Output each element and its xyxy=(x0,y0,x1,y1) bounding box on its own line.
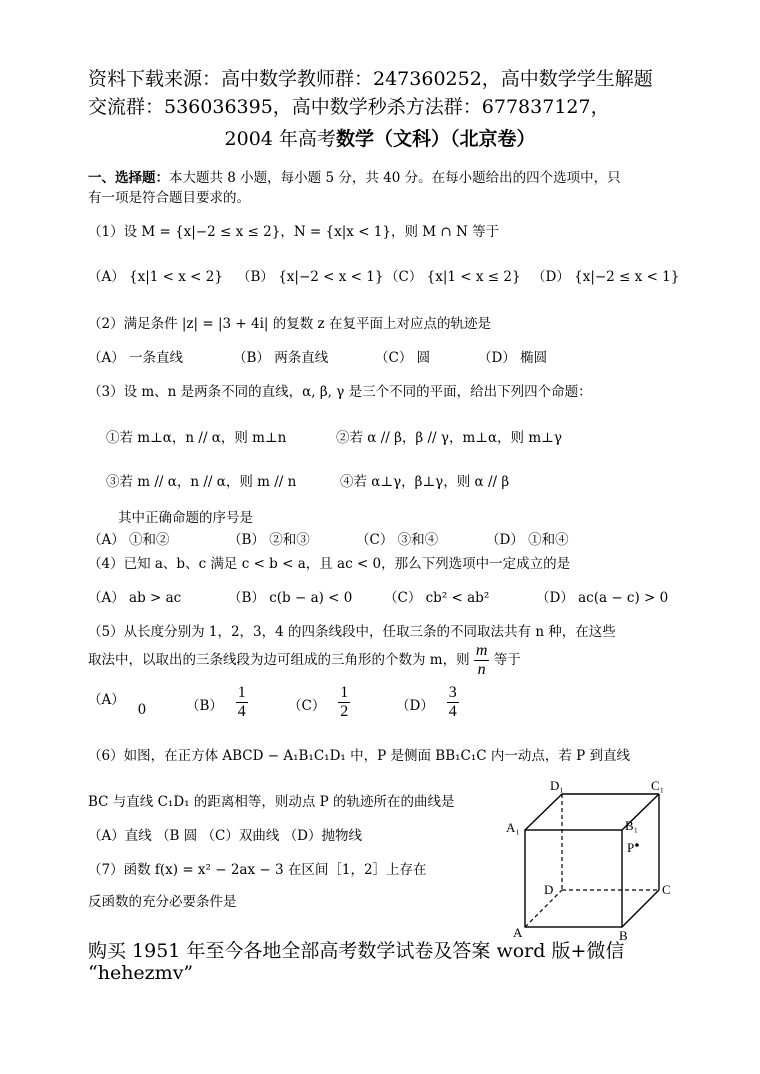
q1-stem: （1）设 M = {x|−2 ≤ x ≤ 2}，N = {x|x < 1}，则 M ∩ N 等于 xyxy=(88,224,500,240)
q5-option-b-fraction xyxy=(236,684,248,721)
label-d1: D₁ xyxy=(550,778,564,793)
q5-option-a-value: 0 xyxy=(137,702,147,718)
q4-option-c: （C） cb² < ab² xyxy=(384,590,490,606)
q5-option-c xyxy=(288,684,350,721)
cube-edge-a1d1 xyxy=(525,794,562,830)
cube-front-face xyxy=(525,830,622,927)
exam-title-subject: 数学（文科）（北京卷） xyxy=(335,128,536,150)
q4-option-a: （A） ab > ac xyxy=(88,590,182,606)
q5-option-c-fraction xyxy=(338,684,350,721)
q3-ask: 其中正确命题的序号是 xyxy=(118,510,253,526)
section-intro-text: 本大题共 8 小题，每小题 5 分，共 40 分。在每小题给出的四个选项中，只 xyxy=(169,170,621,186)
q5-stem-1: （5）从长度分别为 1，2，3，4 的四条线段中，任取三条的不同取法共有 n 种，在这些 xyxy=(88,624,616,640)
label-c1: C₁ xyxy=(651,778,665,793)
q5-option-c-label: （C） xyxy=(288,698,326,714)
q2-option-a: （A） 一条直线 xyxy=(88,350,184,366)
point-p-dot xyxy=(635,843,639,847)
q5-d-num: 3 xyxy=(448,684,457,701)
q5-fraction-m-over-n xyxy=(474,642,490,679)
exam-title xyxy=(0,124,760,151)
q3-proposition-1: ①若 m⊥α，n // α，则 m⊥n xyxy=(106,430,287,446)
q5-frac-num: m xyxy=(475,642,488,659)
q3-option-a: （A） ①和② xyxy=(88,532,170,548)
label-a1: A₁ xyxy=(506,820,520,835)
q2-option-b: （B） 两条直线 xyxy=(233,350,329,366)
label-c: C xyxy=(662,882,671,897)
section-label: 一、选择题： xyxy=(88,170,169,186)
q5-frac-den: n xyxy=(474,660,490,679)
q3-proposition-4: ④若 α⊥γ，β⊥γ，则 α // β xyxy=(340,474,510,490)
q1-option-c: （C） {x|1 < x ≤ 2} xyxy=(385,269,521,285)
label-d: D xyxy=(544,882,554,897)
q5-option-d-fraction xyxy=(447,684,459,721)
q6-stem-2: BC 与直线 C₁D₁ 的距离相等，则动点 P 的轨迹所在的曲线是 xyxy=(88,794,455,810)
q5-option-d-label: （D） xyxy=(396,698,434,714)
q4-option-d: （D） ac(a − c) > 0 xyxy=(536,590,669,606)
q3-option-b: （B） ②和③ xyxy=(228,532,310,548)
q5-option-a xyxy=(88,688,147,718)
label-b1: B₁ xyxy=(625,818,639,833)
q5-option-b-label: （B） xyxy=(186,698,223,714)
q7-stem-1: （7）函数 f(x) = x² − 2ax − 3 在区间［1，2］上存在 xyxy=(88,862,427,878)
q1-option-b: （B） {x|−2 < x < 1} xyxy=(237,269,384,285)
source-line-1: 资料下载来源：高中数学教师群：247360252，高中数学学生解题 xyxy=(88,68,653,90)
exam-title-year: 2004 年高考 xyxy=(224,128,336,150)
q5-d-den: 4 xyxy=(448,703,457,720)
q5-c-den: 2 xyxy=(340,703,349,720)
footer-line-1: 购买 1951 年至今各地全部高考数学试卷及答案 word 版+微信 xyxy=(88,940,625,962)
q6-options: （A）直线 （B 圆 （C）双曲线 （D）抛物线 xyxy=(88,828,362,844)
q6-stem-1: （6）如图，在正方体 ABCD − A₁B₁C₁D₁ 中，P 是侧面 BB₁C₁C 内一动点，若 P 到直线 xyxy=(88,748,631,764)
q3-proposition-3: ③若 m // α，n // α，则 m // n xyxy=(106,474,297,490)
q3-option-c: （C） ③和④ xyxy=(356,532,439,548)
q3-proposition-2: ②若 α // β，β // γ，m⊥α，则 m⊥γ xyxy=(336,430,562,446)
label-p: P xyxy=(627,840,635,855)
section-intro xyxy=(88,166,621,186)
q5-stem-2 xyxy=(88,642,521,679)
q3-option-d: （D） ①和④ xyxy=(486,532,569,548)
q5-option-b xyxy=(186,684,248,721)
label-a: A xyxy=(513,925,523,940)
q4-stem: （4）已知 a、b、c 满足 c < b < a，且 ac < 0，那么下列选项中一定成立的是 xyxy=(88,556,571,572)
label-b: B xyxy=(619,928,628,942)
q7-stem-2: 反函数的充分必要条件是 xyxy=(88,894,237,910)
q2-option-c: （C） 圆 xyxy=(375,350,431,366)
source-line-2: 交流群：536036395，高中数学秒杀方法群：677837127， xyxy=(88,96,610,118)
cube-figure xyxy=(500,772,680,942)
cube-edge-bc xyxy=(622,890,659,927)
q5-stem-2-text: 取法中，以取出的三条线段为边可组成的三角形的个数为 m，则 xyxy=(88,652,470,668)
q5-b-den: 4 xyxy=(237,703,246,720)
q4-option-b: （B） c(b − a) < 0 xyxy=(228,590,353,606)
q3-stem: （3）设 m、n 是两条不同的直线，α, β, γ 是三个不同的平面，给出下列四个命题： xyxy=(88,384,592,400)
q5-stem-2-end: 等于 xyxy=(493,652,521,668)
q5-option-d xyxy=(396,684,459,721)
q5-option-a-label: （A） xyxy=(88,692,125,708)
q1-option-a: （A） {x|1 < x < 2} xyxy=(88,269,223,285)
q1-option-d: （D） {x|−2 ≤ x < 1} xyxy=(532,269,680,285)
footer-line-2: “hehezmv” xyxy=(88,962,194,984)
q2-stem: （2）满足条件 |z| = |3 + 4i| 的复数 z 在复平面上对应点的轨迹是 xyxy=(88,316,491,332)
section-intro-2: 有一项是符合题目要求的。 xyxy=(88,190,250,206)
q2-option-d: （D） 椭圆 xyxy=(478,350,548,366)
q5-c-num: 1 xyxy=(340,684,349,701)
q5-b-num: 1 xyxy=(237,684,246,701)
